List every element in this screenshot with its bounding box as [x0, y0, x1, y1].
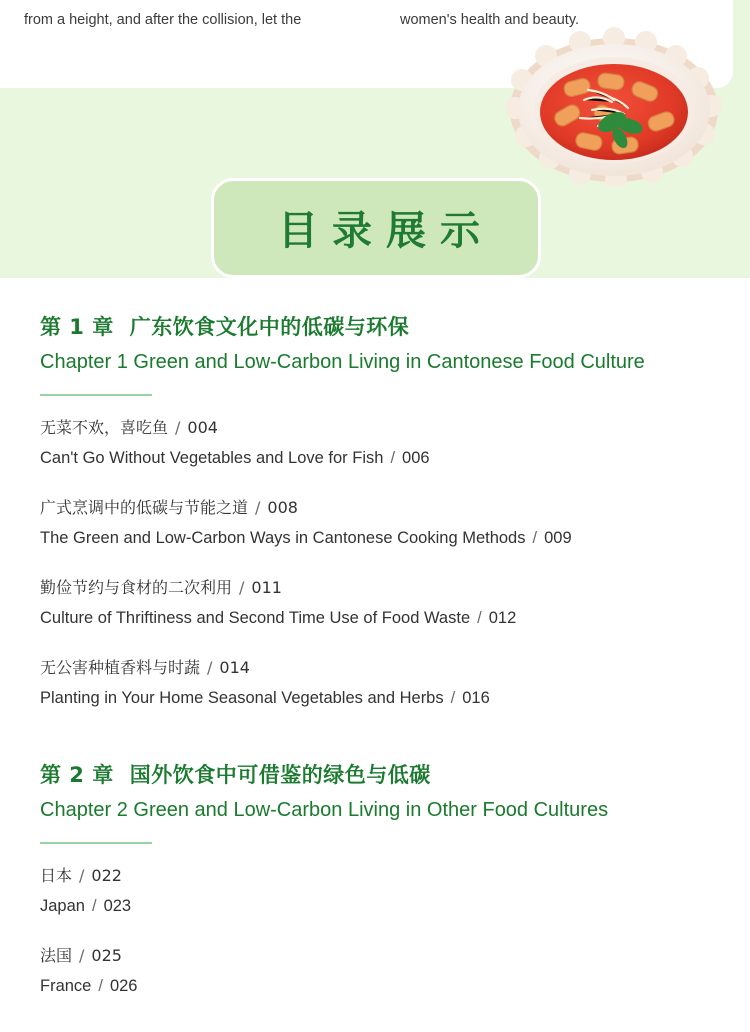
toc-entry-cn-page: 022 [91, 865, 122, 885]
chapter-block-1 [40, 312, 710, 712]
toc-entry-en-title: Planting in Your Home Seasonal Vegetables and Herbs [40, 689, 444, 708]
toc-entry[interactable] [40, 414, 710, 472]
toc-entry-en-title: France [40, 977, 92, 996]
toc-separator: / [175, 417, 181, 437]
toc-entry-en-page: 026 [109, 977, 138, 996]
toc-entry-cn [40, 942, 710, 969]
toc-entry-en-title: Culture of Thriftiness and Second Time Use of Food Waste [40, 609, 471, 628]
chapter-heading-en-2: Chapter 2 Green and Low-Carbon Living in Other Food Cultures [40, 798, 609, 821]
catalog-banner [211, 178, 541, 278]
toc-entry-en [40, 684, 710, 712]
toc-entry-cn-title: 勤俭节约与食材的二次利用 [40, 577, 233, 597]
chapter-block-2 [40, 760, 710, 1000]
toc-entry-cn [40, 862, 710, 889]
toc-entry-cn-page: 004 [187, 417, 218, 437]
table-of-contents-sheet [0, 278, 750, 1032]
chapter-heading-en-1: Chapter 1 Green and Low-Carbon Living in Cantonese Food Culture [40, 350, 645, 373]
toc-separator: / [98, 977, 103, 996]
chapter-divider-1 [40, 394, 152, 396]
toc-entry-en-title: Japan [40, 897, 85, 916]
toc-separator: / [532, 528, 538, 547]
catalog-banner-title: 目录展示 [278, 208, 494, 254]
toc-entry-cn-title: 日本 [40, 865, 73, 885]
toc-entry-en [40, 892, 710, 920]
toc-entry-en [40, 524, 710, 552]
toc-entry-cn [40, 414, 710, 441]
toc-entry-cn-page: 008 [267, 497, 298, 517]
toc-entry-cn [40, 574, 710, 601]
toc-entry-en-title: The Green and Low-Carbon Ways in Cantonese Cooking Methods [40, 528, 526, 547]
excerpt-right-column: women's health and beauty. [400, 12, 580, 28]
toc-entry-en [40, 972, 710, 1000]
toc-entry-cn-title: 无菜不欢，喜吃鱼 [40, 417, 169, 437]
section-spacer [40, 734, 710, 760]
toc-separator: / [79, 946, 85, 966]
toc-entry-cn [40, 654, 710, 681]
toc-entry-cn-page: 025 [91, 946, 122, 966]
toc-entry-cn-title: 广式烹调中的低碳与节能之道 [40, 497, 249, 517]
toc-entry[interactable] [40, 942, 710, 1000]
toc-entry-en-page: 006 [402, 448, 430, 467]
toc-entry-cn-title: 无公害种植香料与时蔬 [40, 658, 201, 678]
toc-entry-en-page: 012 [488, 609, 517, 628]
toc-separator: / [239, 577, 245, 597]
toc-entry[interactable] [40, 654, 710, 712]
toc-entry-cn-title: 法国 [40, 946, 73, 966]
chapter-heading-cn-1 [40, 312, 710, 344]
toc-separator: / [390, 448, 396, 467]
toc-entry-cn-page: 014 [219, 658, 250, 678]
toc-entry[interactable] [40, 574, 710, 632]
chapter-title-cn-1: 广东饮食文化中的低碳与环保 [129, 315, 410, 339]
toc-entry-en-page: 016 [462, 689, 490, 708]
chapter-divider-2 [40, 842, 152, 844]
chapter-label-cn-1: 第 1 章 [40, 315, 114, 339]
toc-separator: / [79, 865, 85, 885]
chapter-label-cn-2: 第 2 章 [40, 763, 114, 788]
toc-entry-en-page: 009 [544, 528, 572, 547]
toc-entry[interactable] [40, 494, 710, 552]
toc-separator: / [450, 689, 456, 708]
chapter-heading-cn-2 [40, 760, 710, 792]
toc-entry-en-page: 023 [103, 897, 132, 916]
toc-separator: / [477, 609, 482, 628]
toc-entry[interactable] [40, 862, 710, 920]
toc-entry-en [40, 604, 710, 632]
toc-separator: / [255, 497, 261, 517]
toc-entry-en [40, 444, 710, 472]
toc-separator: / [207, 658, 213, 678]
excerpt-left-column: from a height, and after the collision, let the [24, 12, 302, 28]
toc-entry-cn-page: 011 [251, 577, 282, 597]
toc-entry-en-title: Can't Go Without Vegetables and Love for Fish [40, 448, 384, 467]
chapter-title-cn-2: 国外饮食中可借鉴的绿色与低碳 [129, 763, 431, 788]
toc-entry-cn [40, 494, 710, 521]
dish-photo [506, 26, 722, 186]
toc-separator: / [91, 897, 97, 916]
